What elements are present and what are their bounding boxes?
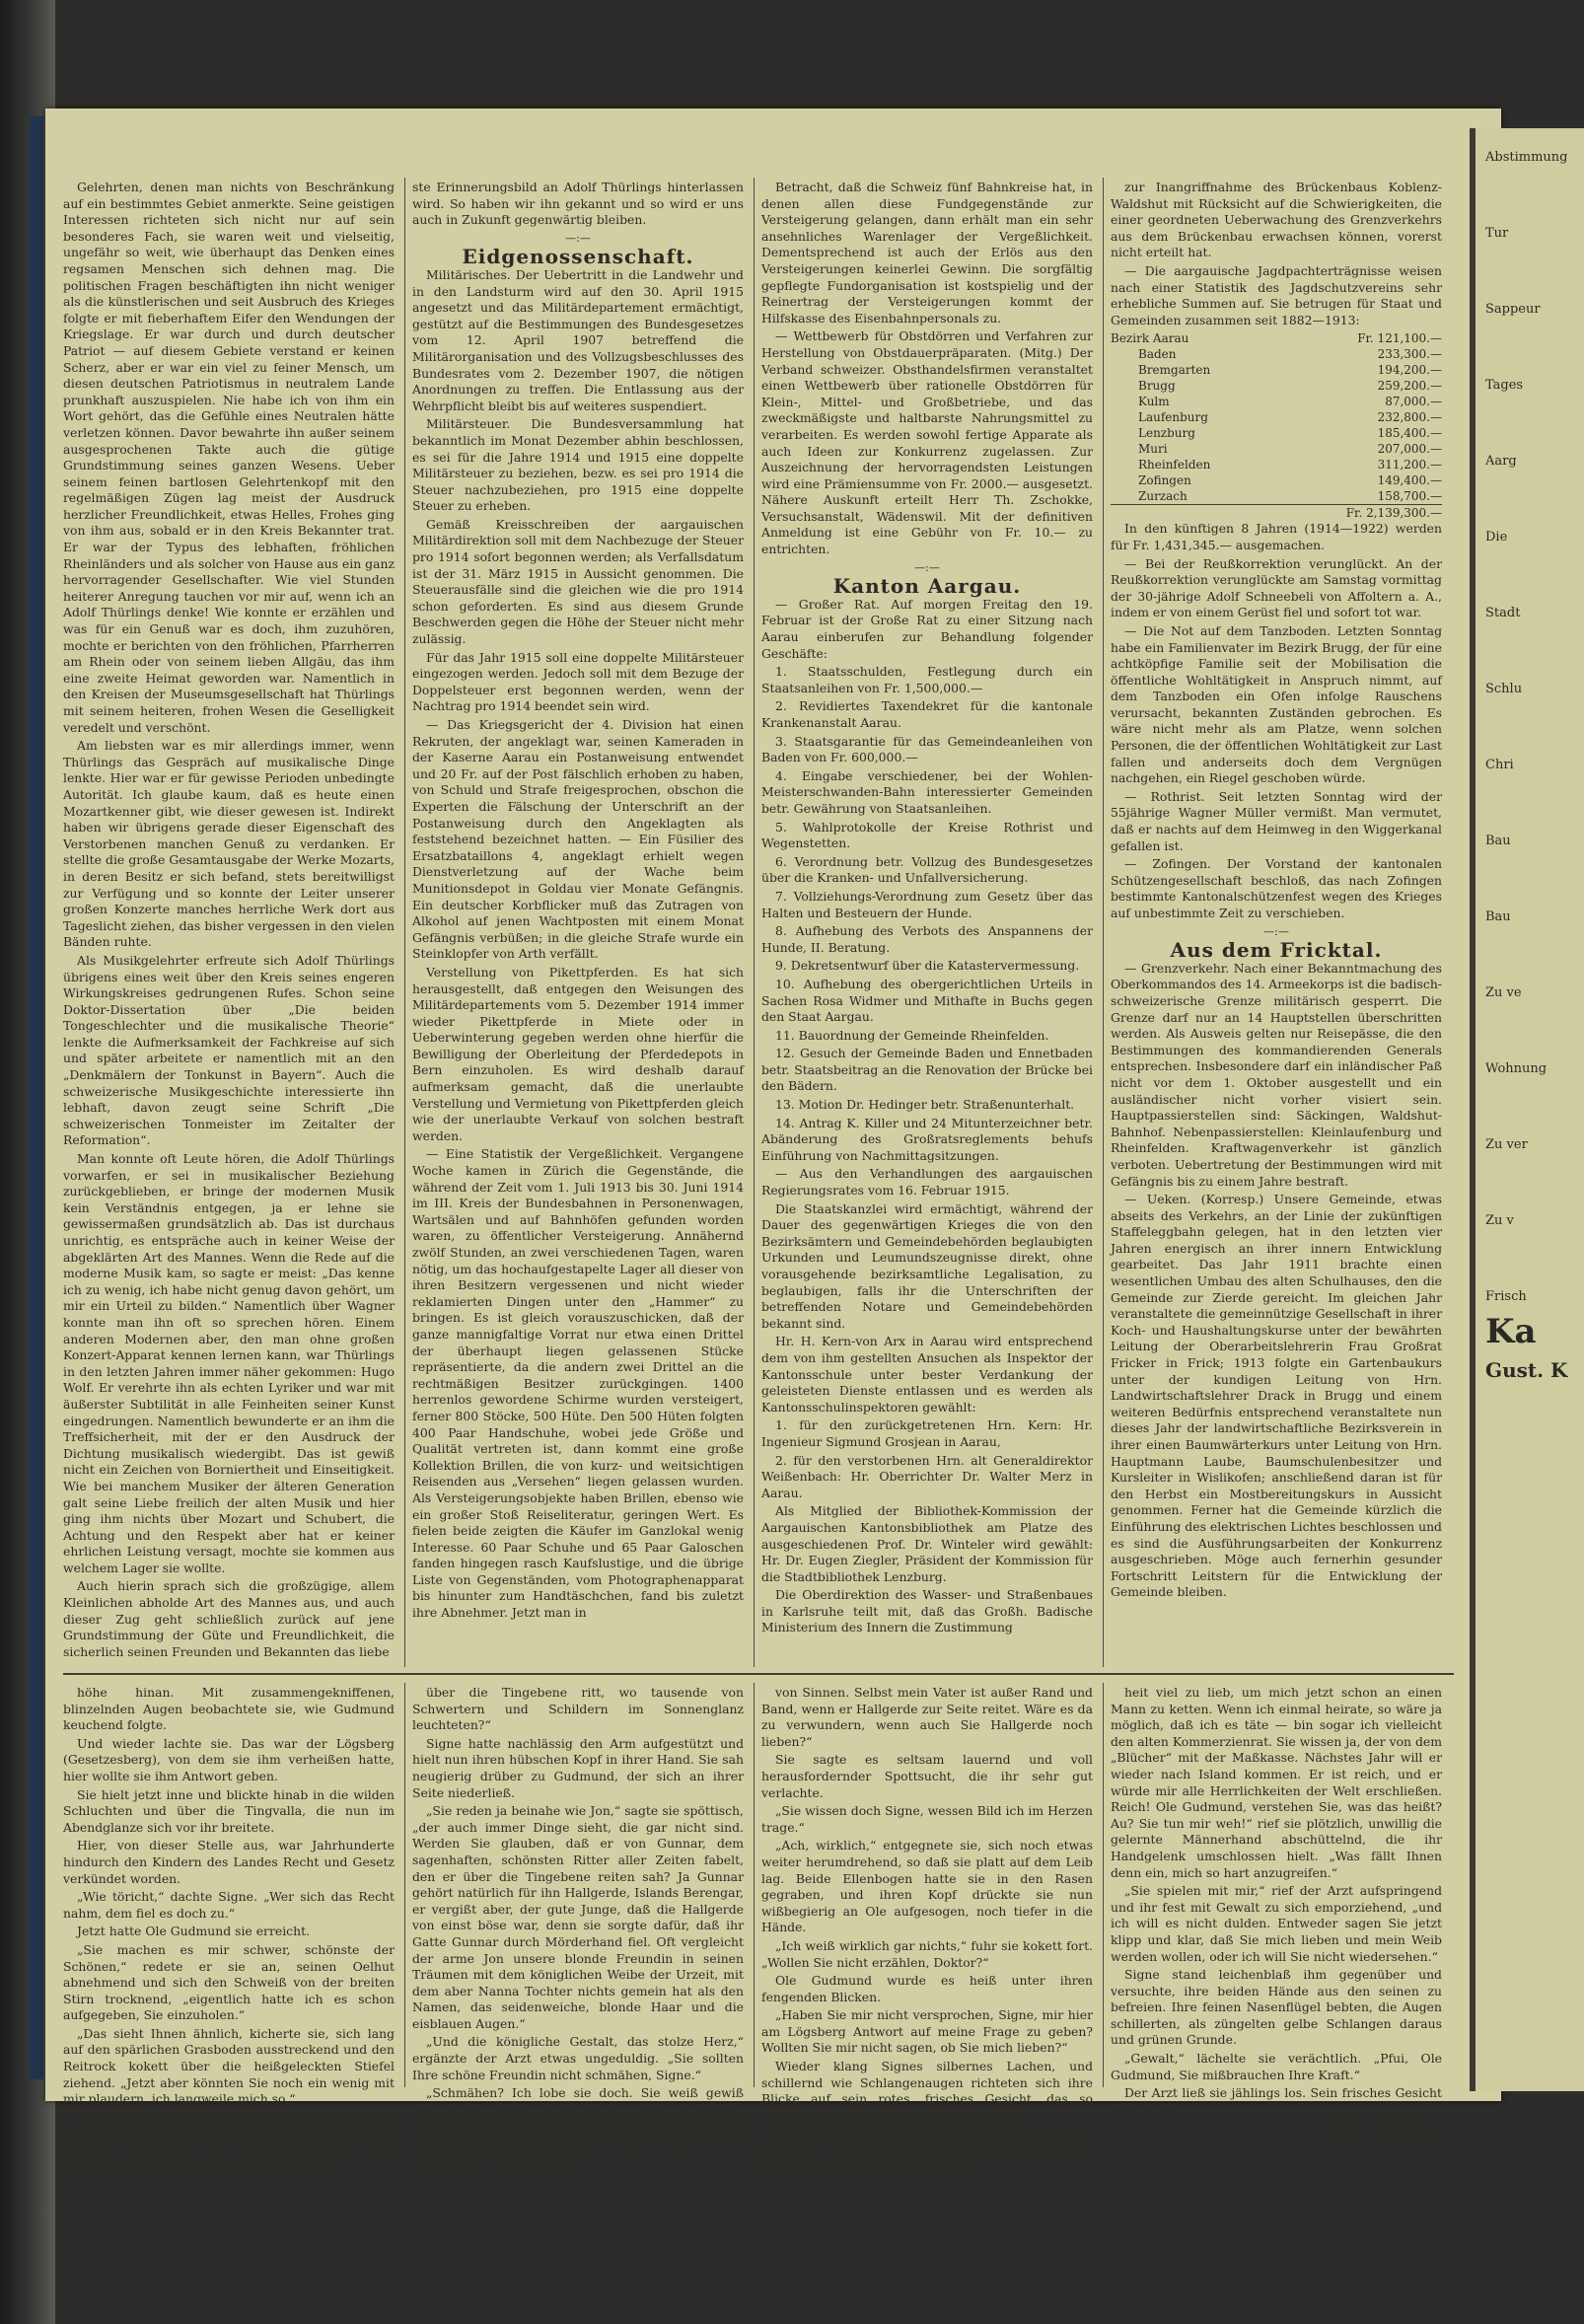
table-row — [1111, 394, 1442, 409]
article-paragraph: Die Oberdirektion des Wasser- und Straßenbaues in Karlsruhe teilt mit, daß das Großh. Badische Ministerium des Innern die Zustimmung — [761, 1587, 1093, 1635]
col4-articles — [1111, 180, 1442, 328]
article-paragraph: 11. Bauordnung der Gemeinde Rheinfelden. — [775, 1027, 1049, 1043]
article-paragraph: 2. Revidiertes Taxendekret für die kantonale Krankenanstalt Aarau. — [761, 698, 1093, 730]
table-name: Bezirk Aarau — [1111, 331, 1189, 346]
table-name: Baden — [1138, 347, 1177, 362]
jagd-table — [1111, 346, 1442, 504]
adjacent-text-fragment: Tages — [1485, 378, 1524, 393]
article-paragraph: 9. Dekretsentwurf über die Katastervermessung. — [775, 958, 1080, 974]
serial-paragraph: Sie hielt jetzt inne und blickte hinab in die wilden Schluchten und über die Tingvalla, die nun im Abendglanze sich vor ihr breitete. — [63, 1786, 395, 1835]
serial-paragraph: Signe hatte nachlässig den Arm aufgestützt und hielt nun ihren hübschen Kopf in ihrer Hand. Sie sah neugierig drüber zu Gudmund, der sich an ihrer Seite niederließ. — [412, 1735, 744, 1800]
article-paragraph: In den künftigen 8 Jahren (1914—1922) werden für Fr. 1,431,345.— ausgemachen. — [1111, 521, 1442, 552]
article-paragraph: 8. Aufhebung des Verbots des Anspannens der Hunde, II. Beratung. — [761, 923, 1093, 955]
table-row — [1111, 441, 1442, 457]
newspaper-page — [45, 109, 1501, 2174]
article-paragraph: — Grenzverkehr. Nach einer Bekanntmachung des Oberkommandos des 14. Armeekorps ist die badisch-schweizerische Grenze militärisch gesperrt. Die Grenze darf nur an 14 Hauptstellen überschritten werden. Als Ausweis gelten nur Reisepässe, die den Bestimmungen des kommandierenden Generals entsprechen. Insbesondere darf ein inländischer Paß nicht vor dem 1. Oktober ausgestellt und ein ausländischer nicht vorher visiert sein. Hauptpassierstellen sind: Säckingen, Waldshut-Bahnhof. Nebenpassierstellen: Kleinlaufenburg und Rheinfelden. Kraftwagenverkehr ist gänzlich verboten. Uebertretung der Bestimmungen wird mit Gefängnis bis zu einem Jahre bestraft. — [1111, 960, 1442, 1189]
adjacent-text-fragment: Zu ve — [1485, 985, 1522, 1000]
article-paragraph: — Eine Statistik der Vergeßlichkeit. Vergangene Woche kamen in Zürich die Gegenstände, die während der Zeit vom 1. Juli 1913 bis 30. Juni 1914 im III. Kreis der Bundesbahnen in Personenwagen, Wartsälen und auf Bahnhöfen gefunden worden waren, zu öffentlicher Versteigerung. Annähernd zwölf Stunden, an zwei verschiedenen Tagen, waren nötig, um das hochaufgestapelte Lager all dieser von ihren Besitzern vergessenen und nicht wieder reklamierten Dingen unter den „Hammer“ zu bringen. Es ist gleich vorauszuschicken, daß der ganze mannigfaltige Vorrat nur etwa einen Drittel der überhaupt liegen gelassenen Stücke repräsentierte, da die andern zwei Drittel an die rechtmäßigen Besitzer zurückgingen. 1400 herrenlos gewordene Schirme wurden versteigert, ferner 800 Stöcke, 500 Hüte. Den 500 Hüten folgten 400 Paar Handschuhe, wobei jede Größe und Qualität vertreten ist, dann kommt eine große Kollektion Brillen, die von kurz- und weitsichtigen Reisenden aus „Versehen“ liegen gelassen wurden. Als Versteigerungsobjekte haben Brillen, ebenso wie ein großer Stoß Reiseliteratur, geringen Wert. Es fielen beide zeigten die Käufer im Ganzlokal wenig Interesse. 60 Paar Schuhe und 65 Paar Galoschen fanden hingegen rasch Kaufslustige, und die übrige Liste von Gegenständen, vom Photographenapparat bis hinunter zum Handtäschchen, fand bis zuletzt ihre Abnehmer. Jetzt man in — [412, 1146, 744, 1621]
article-paragraph: 10. Aufhebung des obergerichtlichen Urteils in Sachen Rosa Widmer und Mithafte in Buchs gegen den Staat Aargau. — [761, 976, 1093, 1025]
col4-more-articles — [1111, 521, 1442, 921]
table-row — [1111, 425, 1442, 441]
column-divider — [1103, 178, 1104, 1667]
table-value: Fr. 121,100.— — [1357, 331, 1442, 346]
serial-column-4 — [1111, 1685, 1442, 2136]
article-paragraph: — Die aargauische Jagdpachterträgnisse weisen nach einer Statistik des Jagdschutzvereins sehr erhebliche Summen auf. Sie betrugen für Staat und Gemeinden zusammen seit 1882—1913: — [1111, 262, 1442, 327]
table-row — [1111, 409, 1442, 425]
serial-paragraph: „Sie wissen doch Signe, wessen Bild ich im Herzen trage.“ — [761, 1803, 1093, 1835]
serial-paragraph: „Das sieht Ihnen ähnlich, kicherte sie, sich lang auf den spärlichen Grasboden ausstreckend und den Reitrock kokett über die heißgeleckten Stiefel ziehend. „Jetzt aber könnten Sie noch ein wenig mit mir plaudern, ich langweile mich so.“ — [63, 2025, 395, 2107]
col2-articles — [412, 267, 744, 1622]
table-row — [1111, 378, 1442, 394]
serial-paragraph: Der Arzt ließ sie jählings los. Sein frisches Gesicht ward erblaßt. — [1111, 2085, 1442, 2117]
serial-column-3 — [761, 1685, 1093, 2174]
heading-kanton-aargau: Kanton Aargau. — [832, 574, 1022, 599]
col2-intro: ste Erinnerungsbild an Adolf Thürlings hinterlassen wird. So haben wir ihn gekannt und so wird er uns auch in Zukunft gegenwärtig bleiben. — [412, 180, 744, 228]
adjacent-text-fragment: Stadt — [1485, 606, 1521, 620]
article-paragraph: Man konnte oft Leute hören, die Adolf Thürlings vorwarfen, er sei in musikalischer Beziehung zurückgeblieben, er bringe der modernen Musik kein Verständnis entgegen, ja er lehne sie gewissermaßen grundsätzlich ab. Das ist durchaus unrichtig, es entspräche auch in keiner Weise der abgeklärten Art des Mannes. Wenn die Rede auf die moderne Musik kam, so sagte er meist: „Das kenne ich zu wenig, ich habe nicht genug davon gehört, um mir ein Urteil zu bilden.“ Namentlich über Wagner konnte man ihn oft so sprechen hören. Einem anderen Modernen aber, den man ohne großen Konzert-Apparat kennen lernen kann, war Thürlings in den letzten Jahren immer näher gekommen: Hugo Wolf. Er verehrte ihn als echten Lyriker und war mit äußerster Subtilität in alle Feinheiten seiner Kunst eingedrungen. Namentlich bewunderte er an ihm die Treffsicherheit, mit der er den Ausdruck der Dichtung musikalisch wiedergibt. Das ist gewiß nicht ein Zeichen von Borniertheit und Einseitigkeit. Wie bei manchem Musiker der älteren Generation galt seine Liebe freilich der alten Musik und hier ging ihm nichts über Mozart und Schubert, die Achtung und den Respekt aber hat er keiner ehrlichen Leistung versagt, mochte sie kommen aus welchem Lager sie wollte. — [63, 1151, 395, 1575]
serial-paragraph: „Schmähen? Ich lobe sie doch. Sie weiß gewiß auch schon wieder in sie vergafft, wie die Männer alle. Der Kapitän, das alte Ekel, läuft ihr auf Schritt und Tritt nach, die Studenten schielen begehrlich zu ihr herüber, und Jon ist wie — [412, 2085, 744, 2166]
table-value: 158,700.— — [1377, 489, 1442, 504]
adjacent-text-fragment: Frisch — [1485, 1289, 1527, 1304]
col4-fricktal-articles — [1111, 961, 1442, 1601]
serial-paragraph: „Wie töricht,“ dachte Signe. „Wer sich das Recht nahm, dem fiel es doch zu.“ — [63, 1889, 395, 1921]
column-divider — [404, 1683, 405, 2087]
adjacent-text-fragment: Schlu — [1485, 682, 1523, 696]
serial-paragraph: Jetzt hatte Ole Gudmund sie erreicht. — [77, 1924, 311, 1939]
article-paragraph: — Wettbewerb für Obstdörren und Verfahren zur Herstellung von Obstdauerpräparaten. (Mitg.) Der Verband schweizer. Obsthandelsfirmen veranstaltet einen Wettbewerb über rationelle Obstdörren für Klein-, Mittel- und Großbetriebe, und das zweckmäßigste und haltbarste Nahrungsmittel zu verarbeiten. Es werden sowohl fertige Apparate als auch Ideen zur Konkurrenz zugelassen. Zur Auszeichnung der hervorragendsten Leistungen wird eine Prämiensumme von Fr. 2000.— ausgesetzt. Nähere Auskunft erteilt Herr Th. Zschokke, Versuchsanstalt, Wädenswil. Mit der definitiven Anmeldung ist eine Gebühr von Fr. 10.— zu entrichten. — [761, 328, 1093, 557]
serial-paragraph: Sie sagte es seltsam lauernd und voll herausfordernder Spottsucht, die ihr sehr gut verlachte. — [761, 1752, 1093, 1800]
adjacent-text-fragment: Sappeur — [1485, 302, 1541, 317]
feuilleton-rule — [63, 1673, 1454, 1675]
article-paragraph: — Rothrist. Seit letzten Sonntag wird der 55jährige Wagner Müller vermißt. Man vermutet, daß er nachts auf dem Heimweg in den Wiggerkanal gefallen ist. — [1111, 788, 1442, 853]
adjacent-text-fragment: Die — [1485, 530, 1508, 545]
serial-paragraph: Wieder klang Signes silbernes Lachen, und schillernd wie Schlangenaugen richteten sich ihre Blicke auf sein rotes, frisches Gesicht, das so treuherzig und gespannt zu ihr herübersah. — [761, 2059, 1093, 2123]
table-name: Muri — [1138, 442, 1168, 457]
table-value: 311,200.— — [1377, 458, 1442, 472]
table-value: 185,400.— — [1377, 426, 1442, 441]
article-paragraph: Gemäß Kreisschreiben der aargauischen Militärdirektion soll mit dem Nachbezuge der Steuer pro 1914 sofort begonnen werden; als Verfallsdatum ist der 31. März 1915 in Aussicht genommen. Die Steuerausfälle sind die gleichen wie die pro 1914 schon geforderten. Es sind aus diesem Grunde Beschwerden gegen die Höhe der Steuer nicht mehr zulässig. — [412, 516, 744, 647]
serial-paragraph: „Sie spielen mit mir,“ rief der Arzt aufspringend und ihr fest mit Gewalt zu sich emporziehend, „und ich will es nicht dulden. Entweder sagen Sie jetzt klipp und klar, daß Sie mich lieben und mein Weib werden wollen, oder ich will Sie nicht wiedersehen.“ — [1111, 1883, 1442, 1964]
article-paragraph: 2. für den verstorbenen Hrn. alt Generaldirektor Weißenbach: Hr. Oberrichter Dr. Walter Merz in Aarau. — [761, 1452, 1093, 1500]
article-paragraph: Betracht, daß die Schweiz fünf Bahnkreise hat, in denen allen diese Fundgegenstände zur Versteigerung gelangen, dann erhält man ein sehr ansehnliches Warenlager der Vergeßlichkeit. Dementsprechend ist auch der Erlös aus den Versteigerungen keinerlei Gewinn. Die sorgfältig gepflegte Fundorganisation ist kostspielig und der Reinertrag der Versteigerungen kommt der Hilfskasse des Eisenbahnpersonals zu. — [761, 180, 1093, 326]
article-paragraph: Verstellung von Pikettpferden. Es hat sich herausgestellt, daß entgegen den Weisungen des Militärdepartements vom 5. Dezember 1914 immer wieder Pikettpferde in Miete oder in Ueberwinterung gegeben werden ohne hierfür die Bewilligung der Oberleitung der Pferdedepots in Bern einzuholen. Es wird deshalb darauf aufmerksam gemacht, daß die unerlaubte Verstellung und Vermietung von Pikettpferden gleich wie der unerlaubte Verkauf von solchen bestraft werden. — [412, 964, 744, 1143]
table-value: 87,000.— — [1385, 395, 1442, 409]
article-paragraph: Hr. H. Kern-von Arx in Aarau wird entsprechend dem von ihm gestellten Ansuchen als Inspektor der Kantonsschule unter bester Verdankung der geleisteten Dienste entlassen und es werden als Kantonsschulinspektoren gewählt: — [761, 1334, 1093, 1415]
col3-articles — [761, 180, 1093, 558]
binding-edge — [30, 116, 43, 2079]
adjacent-text-fragment: Abstimmung — [1485, 150, 1568, 165]
adjacent-page-edge — [1470, 128, 1584, 2091]
article-paragraph: — Die Not auf dem Tanzboden. Letzten Sonntag habe ein Familienvater im Bezirk Brugg, der für eine achtköpfige Familie seit der Mobilisation die öffentliche Wohltätigkeit in Anspruch nimmt, auf dem Tanzboden ein Ofen infolge Rauschens verursacht, bekannten Zuständen gebrochen. Es wäre nicht mehr als am Platze, wenn solchen Personen, die der öffentlichen Wohltätigkeit zur Last fallen und anderseits doch dem Vergnügen nachgehen, ein Riegel geschoben würde. — [1111, 622, 1442, 786]
article-paragraph: — Das Kriegsgericht der 4. Division hat einen Rekruten, der angeklagt war, seinen Kameraden in der Kaserne Aarau ein Postanweisung entwendet und 20 Fr. auf der Post fälschlich erhoben zu haben, von Schuld und Strafe freigesprochen, obschon die Experten die Fälschung der Unterschrift an der Postanweisung durch den Angeklagten als feststehend bezeichnet hatten. — Ein Füsilier des Ersatzbataillons 4, angeklagt erhielt wegen Dienstverletzung auf der Wache beim Munitionsdepot in Goldau vier Monate Gefängnis. Ein deutscher Korbflicker muß das Zutragen von Alkohol auf jenen Wachtposten mit einem Monat Gefängnis verbüßen; in die gleiche Strafe wurde ein Steinklopfer von Arth verfällt. — [412, 717, 744, 962]
serial-paragraph: „Haben Sie mir nicht versprochen, Signe, mir hier am Lögsberg Antwort auf meine Frage zu geben? Wollten Sie mir nicht sagen, ob Sie mich lieben?“ — [761, 2007, 1093, 2056]
section-separator: —:— — [1263, 924, 1289, 938]
article-paragraph: Die Staatskanzlei wird ermächtigt, während der Dauer des gegenwärtigen Krieges die von den Bezirksämtern und Gemeindebehörden beglaubigten Urkunden und Leumundszeugnisse direkt, ohne vorausgehende bezirksamtliche Legalisation, zu beglaubigen, falls ihr die Unterschriften der betreffenden Notare und Gemeindebehörden bekannt sind. — [761, 1200, 1093, 1331]
column-divider — [1103, 1683, 1104, 2087]
article-paragraph: Am liebsten war es mir allerdings immer, wenn Thürlings das Gespräch auf musikalische Dinge lenkte. Hier war er für gewisse Perioden unbedingte Autorität. Ich glaube kaum, daß es heute einen Mozartkenner gibt, wie dieser gewesen ist. Indirekt haben wir übrigens gerade dieser Eigenschaft des Verstorbenen manchen Genuß zu verdanken. Er stellte die große Gesamtausgabe der Werke Mozarts, in deren Besitz er sich befand, stets bereitwilligst zur Verfügung und so konnte der Leiter unserer großen Konzerte manches herrliche Werk dort aus Tageslicht ziehen, das bisher vergessen in den vielen Bänden ruhte. — [63, 738, 395, 950]
article-paragraph: 1. Staatsschulden, Festlegung durch ein Staatsanleihen von Fr. 1,500,000.— — [761, 664, 1093, 695]
serial-continued: (Fortsetzung folgt.) — [1322, 2120, 1442, 2136]
jagd-table-total — [1111, 504, 1442, 521]
table-row — [1111, 346, 1442, 362]
table-name: Lenzburg — [1138, 426, 1195, 441]
serial-paragraph: „Sie reden ja beinahe wie Jon,“ sagte sie spöttisch, „der auch immer Dinge sieht, die gar nicht sind. Werden Sie glauben, daß er von Gunnar, dem sagenhaften, schönsten Ritter aller Zeiten fabelt, den er über die Tingebene reiten sah? Ja Gunnar gehört natürlich für ihn Hallgerde, Islands Berengar, er vergißt aber, der gute Junge, daß die Hallgerde von einst böse war, denn sie sorgte dafür, daß ihr Gatte Gunnar durch Mörderhand fiel. Oft vergleicht der arme Jon unsere blonde Freundin in seinen Träumen mit dem königlichen Weibe der Urzeit, mit dem aber Nanna Tochter nichts gemein hat als den Namen, das seidenweiche, blonde Haar und die eisblauen Augen.“ — [412, 1803, 744, 2031]
article-paragraph: 14. Antrag K. Killer und 24 Mitunterzeichner betr. Abänderung des Großratsreglements behufs Einführung von Nachmittagsitzungen. — [761, 1115, 1093, 1163]
table-row — [1111, 457, 1442, 472]
col3-aargau-articles — [761, 597, 1093, 1636]
adjacent-text-fragment: Tur — [1485, 226, 1509, 241]
serial-paragraph: Signe stand leichenblaß ihm gegenüber und versuchte, ihre beiden Hände aus den seinen zu befreien. Ihre feinen Nasenflügel bebten, die Augen schillerten, als züngelten gelbe Schlangen daraus und grünen Grunde. — [1111, 1967, 1442, 2048]
table-value: 194,200.— — [1377, 363, 1442, 378]
column-divider — [754, 1683, 755, 2087]
column-2 — [412, 180, 744, 1664]
serial-column-2 — [412, 1685, 744, 2166]
serial-paragraph: „Hier!“ fragte Ole Gudmund erstaunt, „hier, wo jeder Stein redet? Hier, wo ein Njal, der Seher, zu Gericht saß, wo ein herrschsüchtiges Weib Bergthora auf ihrem goldflammenden Pferde — [63, 2109, 395, 2174]
serial-paragraph: „Sie machen es mir schwer, schönste der Schönen,“ redete er sie an, seinen Oelhut abnehmend und sich den Schweiß von der breiten Stirn trocknend, „eigentlich hatte ich es schon aufgegeben, Sie einzuholen.“ — [63, 1941, 395, 2023]
serial-column-1 — [63, 1685, 395, 2174]
serial-paragraph: Hier, von dieser Stelle aus, war Jahrhunderte hindurch den Kindern des Landes Recht und Gesetz verkündet worden. — [63, 1838, 395, 1886]
table-value: 207,000.— — [1377, 442, 1442, 457]
table-name: Zurzach — [1138, 489, 1188, 504]
table-name: Kulm — [1138, 395, 1170, 409]
table-name: Laufenburg — [1138, 410, 1208, 425]
heading-eidgenossenschaft: Eidgenossenschaft. — [462, 245, 694, 269]
table-row — [1111, 362, 1442, 378]
column-1 — [63, 180, 395, 1664]
article-paragraph: zur Inangriffnahme des Brückenbaus Koblenz-Waldshut mit Rücksicht auf die Schwierigkeiten, die einer geordneten Ueberwachung des Grenzverkehrs aus dem Brückenbau erwachsen können, vorerst nicht erteilt hat. — [1111, 180, 1442, 260]
adjacent-ad-headline: Ka — [1485, 1312, 1537, 1351]
heading-fricktal: Aus dem Fricktal. — [1170, 938, 1383, 963]
column-divider — [754, 178, 755, 1667]
article-paragraph: 12. Gesuch der Gemeinde Baden und Ennetbaden betr. Staatsbeitrag an die Renovation der Brücke bei den Bädern. — [761, 1046, 1093, 1094]
serial-paragraph: Ole Gudmund wurde es heiß unter ihren fengenden Blicken. — [761, 1973, 1093, 2004]
serial-paragraph: „Ich weiß wirklich gar nichts,“ fuhr sie kokett fort. „Wollen Sie nicht erzählen, Doktor?“ — [761, 1937, 1093, 1970]
serial-paragraph: „Sie können mir leid tun, Ole Gudmund, wenn Sie alles das, was törichte Mädchen schwatzen für bare Münze nehmen. Mir ist meine Frei- — [761, 2126, 1093, 2174]
jagd-table-head — [1111, 330, 1442, 346]
article-paragraph: — Bei der Reußkorrektion verunglückt. An der Reußkorrektion verunglückte am Samstag vormittag der 30-jährige Adolf Schneebeli von Affoltern a. A., indem er von einem Gerüst fiel und sofort tot war. — [1111, 555, 1442, 620]
serial-paragraph: von Sinnen. Selbst mein Vater ist außer Rand und Band, wenn er Hallgerde zur Seite reitet. Wäre es da zu verwundern, wenn auch Sie Hallgerde noch lieben?“ — [761, 1685, 1093, 1749]
adjacent-text-fragment: Zu ver — [1485, 1137, 1528, 1152]
column-4 — [1111, 180, 1442, 1664]
section-separator: —:— — [565, 231, 591, 245]
adjacent-text-fragment: Wohnung — [1485, 1061, 1548, 1076]
adjacent-text-fragment: Bau — [1485, 909, 1511, 924]
article-paragraph: — Zofingen. Der Vorstand der kantonalen Schützengesellschaft beschloß, das nach Zofingen bestimmte Kantonalschützenfest wegen des Krieges auf unbestimmte Zeit zu verschieben. — [1111, 856, 1442, 920]
serial-paragraph: höhe hinan. Mit zusammengekniffenen, blinzelnden Augen beobachtete sie, wie Gudmund keuchend folgte. — [63, 1685, 395, 1733]
table-name: Brugg — [1138, 379, 1176, 394]
article-paragraph: — Aus den Verhandlungen des aargauischen Regierungsrates vom 16. Februar 1915. — [761, 1166, 1093, 1198]
article-paragraph: Als Mitglied der Bibliothek-Kommission der Aargauischen Kantonsbibliothek am Platze des ausgeschiedenen Prof. Dr. Winteler wird gewählt: Hr. Dr. Eugen Ziegler, Präsident der Kommission für die Stadtbibliothek Lenzburg. — [761, 1503, 1093, 1584]
table-value: 259,200.— — [1377, 379, 1442, 394]
table-row — [1111, 472, 1442, 488]
article-paragraph: 3. Staatsgarantie für das Gemeindeanleihen von Baden von Fr. 600,000.— — [761, 733, 1093, 765]
column-3 — [761, 180, 1093, 1664]
adjacent-ad-name: Gust. K — [1485, 1358, 1568, 1382]
adjacent-text-fragment: Aarg — [1485, 454, 1517, 469]
article-paragraph: 6. Verordnung betr. Vollzug des Bundesgesetzes über die Kranken- und Unfallversicherung. — [761, 853, 1093, 886]
article-paragraph: 4. Eingabe verschiedener, bei der Wohlen-Meisterschwanden-Bahn interessierter Gemeinden betr. Gewährung von Staatsanleihen. — [761, 767, 1093, 816]
serial-paragraph: über die Tingebene ritt, wo tausende von Schwertern und Schildern im Sonnenglanz leuchteten?“ — [412, 1685, 744, 1733]
table-name: Bremgarten — [1138, 363, 1211, 378]
table-row — [1111, 488, 1442, 504]
article-paragraph: Militärsteuer. Die Bundesversammlung hat bekanntlich im Monat Dezember abhin beschlossen, es sei für die Jahre 1914 und 1915 eine doppelte Militärsteuer zu beziehen, bezw. es sei pro 1914 die Steuer nachzubeziehen, pro 1915 eine doppelte Steuer zu erheben. — [412, 416, 744, 514]
section-separator: —:— — [914, 560, 940, 574]
article-paragraph: — Großer Rat. Auf morgen Freitag den 19. Februar ist der Große Rat zu einer Sitzung nach Aarau einberufen zur Behandlung folgender Geschäfte: — [761, 596, 1093, 661]
article-paragraph: — Ueken. (Korresp.) Unsere Gemeinde, etwas abseits des Verkehrs, an der Linie der zukünftigen Staffeleggbahn gelegen, hat in den letzten vier Jahren energisch an ihrer innern Entwicklung gearbeitet. Das Jahr 1911 brachte einen wesentlichen Umbau des alten Schulhauses, den die Gemeinde zur Zierde gereicht. Im gleichen Jahr veranstaltete die gemeinnützige Gesellschaft in ihrer Koch- und Haushaltungskurse unter der bewährten Leitung der Oberarbeitslehrerin Frau Großrat Fricker in Frick; 1913 folgte ein Gartenbaukurs unter der kundigen Leitung von Hrn. Landwirtschaftslehrer Drack in Brugg und einem weiteren Bedürfnis entsprechend veranstaltete nun dieses Jahr der landwirtschaftliche Bezirksverein in ihrer einen Baumwärterkurs unter Leitung von Hrn. Hauptmann Laube, Baumschulenbesitzer und Kursleiter in Wislikofen; anschließend daran ist für den Herbst ein Mostbereitungskurs in Aussicht genommen. Ferner hat die Gemeinde kürzlich die Einführung des elektrischen Lichtes beschlossen und es sind die Ausführungsarbeiten der Konkurrenz ausgeschrieben. Möge auch fernerhin gesunder Fortschritt Leitstern für die Entwicklung der Gemeinde bleiben. — [1111, 1192, 1442, 1600]
article-paragraph: Auch hierin sprach sich die großzügige, allem Kleinlichen abholde Art des Mannes aus, und auch dieser Zug geht schließlich zurück auf jene Grundstimmung der Güte und Freundlichkeit, die sicherlich seinen Freunden und Bekannten das liebe — [63, 1578, 395, 1659]
article-paragraph: 5. Wahlprotokolle der Kreise Rothrist und Wegenstetten. — [761, 819, 1093, 851]
article-paragraph: Gelehrten, denen man nichts von Beschränkung auf ein bestimmtes Gebiet anmerkte. Seine geistigen Interessen richteten sich nicht nur auf sein besonderes Fach, sie waren weit und vielseitig, ungefähr so weit, wie überhaupt das Denken eines regsamen Menschen sich dehnen mag. Die politischen Fragen beschäftigten ihn nicht weniger als die künstlerischen und seit Ausbruch des Krieges folgte er mit fieberhaftem Eifer den Wendungen der Kriegslage. Er war durch und durch deutscher Patriot — auf diesem Gebiete verstand er keinen Scherz, aber er war ein viel zu feiner Mensch, um diesen deutschen Patriotismus in neutralem Lande prunkhaft auszuspielen. Nie habe ich von ihm ein Wort gehört, das die Gefühle eines Neutralen hätte verletzen können. Davor bewahrte ihn außer seinem ausgesprochenen Takte auch die gütige Grundstimmung seines ganzen Wesens. Ueber seinem feinen bartlosen Gelehrtenkopf mit den regelmäßigen Zügen lag meist der Ausdruck herzlicher Freundlichkeit, etwas Helles, Frohes ging von ihm aus, sobald er in den Kreis Bekannter trat. Er war der Typus des lebhaften, fröhlichen Rheinländers und als solcher von Hause aus ein ganz hervorragender Gesellschafter. Wie viel Stunden heiterer Anregung tauchen vor mir auf, wenn ich an Adolf Thürlings denke! Wie konnte er erzählen und was für ein Genuß war es doch, ihm zuzuhören, mochte er berichten von den fröhlichen, Pfarrherren am Rhein oder von seinem lieben Allgäu, das ihm eine zweite Heimat geworden war. Namentlich in den Kreisen der Museumsgesellschaft hat Thürlings mit seinem heiteren, frohen Wesen die Geselligkeit veredelt und verschönt. — [63, 180, 395, 735]
adjacent-text-fragment: Bau — [1485, 834, 1511, 848]
article-paragraph: Für das Jahr 1915 soll eine doppelte Militärsteuer eingezogen werden. Jedoch soll mit dem Bezuge der Doppelsteuer erst begonnen werden, wenn der Nachtrag pro 1914 beendet sein wird. — [412, 649, 744, 714]
table-value: 232,800.— — [1377, 410, 1442, 425]
serial-paragraph: „Ach, wirklich,“ entgegnete sie, sich noch etwas weiter herumdrehend, so daß sie platt auf dem Leib lag. Beide Ellenbogen hatte sie in den Rasen gegraben, und ihren Kopf drückte sie nun wißbegierig an Ole aufgesogen, noch tiefer in die Hände. — [761, 1838, 1093, 1935]
article-paragraph: 13. Motion Dr. Hedinger betr. Straßenunterhalt. — [775, 1097, 1075, 1113]
article-paragraph: Militärisches. Der Uebertritt in die Landwehr und in den Landsturm wird auf den 30. April 1915 angesetzt und das Militärdepartement ermächtigt, gestützt auf die Bestimmungen des Bundesgesetzes vom 12. April 1907 betreffend die Militärorganisation und des Vollzugsbeschlusses des Bundesrates vom 2. Dezember 1907, die nötigen Anordnungen zu treffen. Die Entlassung aus der Wehrpflicht bleibt bis auf weiteres suspendiert. — [412, 266, 744, 413]
adjacent-text-fragment: Chri — [1485, 758, 1514, 772]
article-paragraph: 7. Vollziehungs-Verordnung zum Gesetz über das Halten und Besteuern der Hunde. — [761, 888, 1093, 920]
table-name: Zofingen — [1138, 473, 1191, 488]
adjacent-text-fragment: Zu v — [1485, 1213, 1514, 1228]
table-total: Fr. 2,139,300.— — [1345, 506, 1442, 521]
serial-paragraph: Und wieder lachte sie. Das war der Lögsberg (Gesetzesberg), von dem sie ihm verheißen hatte, hier wollte sie ihm Antwort geben. — [63, 1735, 395, 1783]
serial-paragraph: „Und die königliche Gestalt, das stolze Herz,“ ergänzte der Arzt etwas ungeduldig. „Sie sollten Ihre schöne Freundin nicht schmähen, Signe.“ — [412, 2034, 744, 2082]
table-value: 149,400.— — [1377, 473, 1442, 488]
article-paragraph: Als Musikgelehrter erfreute sich Adolf Thürlings übrigens eines weit über den Kreis seines engeren Wirkungskreises gedrungenen Rufes. Schon seine Doktor-Dissertation über „Die beiden Tongeschlechter und die musikalische Theorie“ lenkte die Aufmerksamkeit der Fachkreise auf sich und später arbeitete er namentlich mit an den „Denkmälern der Tonkunst in Bayern“. Auch die schweizerische Musikgeschichte interessierte ihn lebhaft, davon zeugt seine Schrift „Die schweizerischen Tonmeister im Zeitalter der Reformation“. — [63, 952, 395, 1148]
column-divider — [404, 178, 405, 1667]
serial-paragraph: heit viel zu lieb, um mich jetzt schon an einen Mann zu ketten. Wenn ich einmal heirate, so wäre ja möglich, daß ich es täte — bin sogar ich vielleicht den alten Kommerzienrat. Sie wissen ja, der von dem „Blücher“ mit der Maßkasse. Nächstes Jahr will er wieder nach Island kommen. Er ist reich, und er würde mir alle Herrlichkeiten der Welt erschließen. Reich! Ole Gudmund, verstehen Sie, was das heißt? Au? Sie tun mir weh!“ rief sie plötzlich, unwillig die gelernte Männerhand abschüttelnd, die ihr Handgelenk umschlossen hielt. „Was fällt Ihnen denn ein, mich so hart anzugreifen.“ — [1111, 1685, 1442, 1880]
table-value: 233,300.— — [1377, 347, 1442, 362]
serial-paragraph: „Gewalt,“ lächelte sie verächtlich. „Pfui, Ole Gudmund, Sie mißbrauchen Ihre Kraft.“ — [1111, 2051, 1442, 2082]
table-name: Rheinfelden — [1138, 458, 1211, 472]
article-paragraph: 1. für den zurückgetretenen Hrn. Kern: Hr. Ingenieur Sigmund Grosjean in Aarau, — [761, 1417, 1093, 1449]
